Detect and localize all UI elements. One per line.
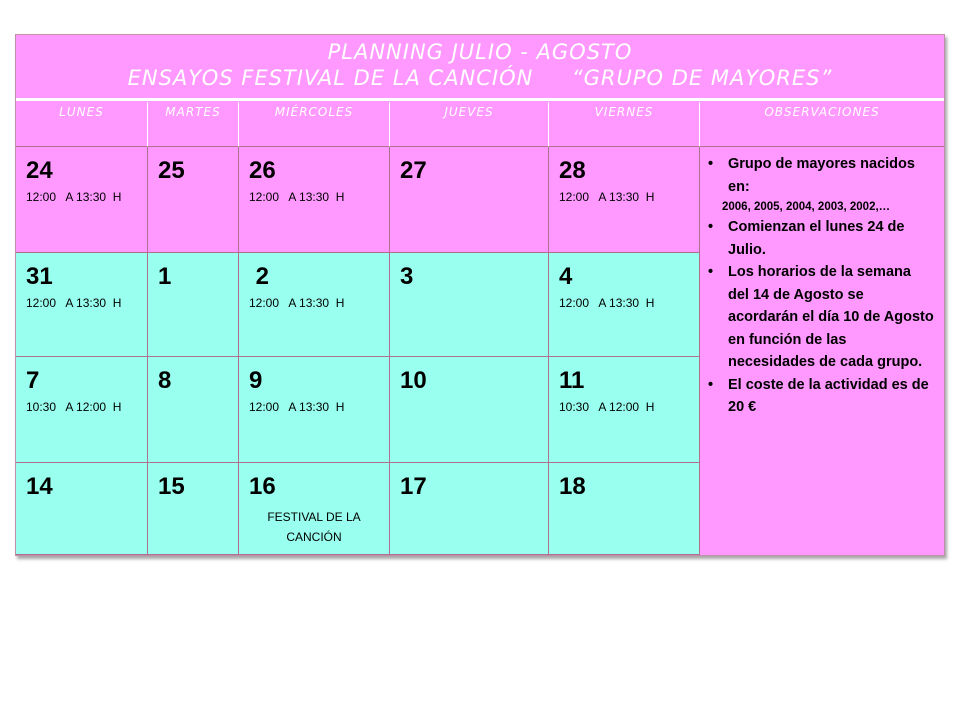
calendar-day-cell [390, 357, 549, 463]
header-martes: MARTES [148, 102, 239, 147]
calendar-day-cell [148, 147, 239, 253]
calendar-day-cell [549, 357, 700, 463]
day-number: 31 [26, 263, 53, 290]
calendar-day-cell [148, 357, 239, 463]
calendar-day-cell [148, 253, 239, 357]
calendar-day-cell [549, 147, 700, 253]
rehearsal-time: 10:30 A 12:00 H [26, 400, 122, 414]
header-observaciones: OBSERVACIONES [700, 102, 944, 147]
title-line-2: ENSAYOS FESTIVAL DE LA CANCIÓN “GRUPO DE MAYORES” [127, 66, 833, 90]
observation-item [708, 374, 934, 419]
calendar-day-cell [16, 463, 148, 555]
day-number: 10 [400, 367, 427, 394]
day-number: 16 [249, 473, 276, 500]
calendar-day-cell [239, 463, 390, 555]
day-number: 27 [400, 157, 427, 184]
rehearsal-time: 12:00 A 13:30 H [249, 400, 345, 414]
schedule-table [15, 34, 945, 556]
header-miercoles: MIÉRCOLES [239, 102, 390, 147]
observation-item [708, 261, 934, 374]
observations-panel [700, 147, 944, 555]
observation-item [708, 216, 934, 261]
bullet-icon: • [708, 219, 714, 235]
day-number: 8 [158, 367, 172, 394]
day-number: 17 [400, 473, 427, 500]
calendar-day-cell [16, 357, 148, 463]
schedule-title [16, 35, 944, 101]
day-number: 14 [26, 473, 53, 500]
bullet-icon: • [708, 156, 714, 172]
calendar-day-cell [390, 253, 549, 357]
observation-text: Grupo de mayores nacidos en: [728, 156, 915, 195]
header-lunes: LUNES [16, 102, 148, 147]
day-number: 4 [559, 263, 573, 290]
day-number: 11 [559, 367, 585, 394]
day-number: 3 [400, 263, 414, 290]
rehearsal-time: 12:00 A 13:30 H [249, 190, 345, 204]
calendar-day-cell [549, 463, 700, 555]
calendar-day-cell [239, 253, 390, 357]
calendar-day-cell [549, 253, 700, 357]
rehearsal-time: 12:00 A 13:30 H [26, 296, 122, 310]
calendar-day-cell [239, 357, 390, 463]
calendar-day-cell [390, 463, 549, 555]
observation-years: 2006, 2005, 2004, 2003, 2002,… [722, 201, 891, 213]
header-jueves: JUEVES [390, 102, 549, 147]
observation-text: El coste de la actividad es de 20 € [728, 376, 929, 415]
day-number: 18 [559, 473, 586, 500]
day-number: 15 [158, 473, 185, 500]
calendar-day-cell [239, 147, 390, 253]
rehearsal-time: 10:30 A 12:00 H [559, 400, 655, 414]
event-note: FESTIVAL DE LA CANCIÓN [267, 510, 361, 544]
rehearsal-time: 12:00 A 13:30 H [559, 296, 655, 310]
rehearsal-time: 12:00 A 13:30 H [249, 296, 345, 310]
bullet-icon: • [708, 264, 714, 280]
observation-text: Comienzan el lunes 24 de Julio. [728, 219, 905, 258]
calendar-day-cell [148, 463, 239, 555]
calendar-day-cell [16, 147, 148, 253]
day-number: 24 [26, 157, 53, 184]
day-number: 25 [158, 157, 185, 184]
header-viernes: VIERNES [549, 102, 700, 147]
bullet-icon: • [708, 376, 714, 393]
day-number: 26 [249, 157, 276, 184]
title-line-1: PLANNING JULIO - AGOSTO [327, 40, 633, 64]
observation-item [708, 153, 934, 198]
day-number: 9 [249, 367, 263, 394]
rehearsal-time: 12:00 A 13:30 H [26, 190, 122, 204]
day-number: 2 [249, 263, 270, 290]
day-number: 7 [26, 367, 40, 394]
day-number: 1 [158, 263, 172, 290]
calendar-day-cell [390, 147, 549, 253]
rehearsal-time: 12:00 A 13:30 H [559, 190, 655, 204]
calendar-day-cell [16, 253, 148, 357]
observation-text: Los horarios de la semana del 14 de Agosto se acordarán el día 10 de Agosto en función de las necesidades de cada grupo. [728, 264, 934, 370]
day-number: 28 [559, 157, 586, 184]
